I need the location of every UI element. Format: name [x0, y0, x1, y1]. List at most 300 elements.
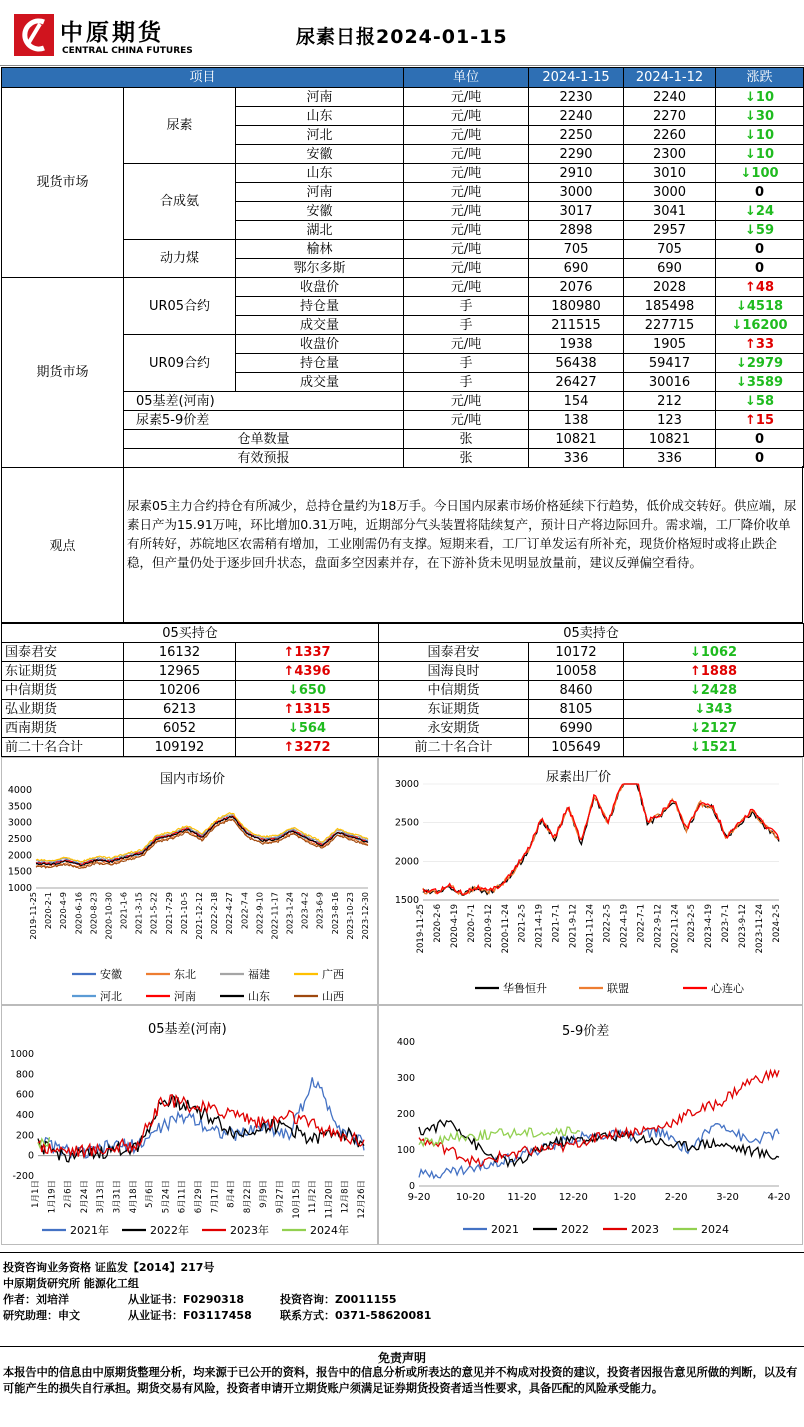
x-tick-label: 2022-4-19 [619, 904, 630, 948]
x-tick-label: 2022-7-1 [636, 904, 647, 943]
cell-change: 0 [716, 430, 804, 449]
legend-label: 2022 [561, 1223, 589, 1236]
x-tick-label: 2022-9-10 [254, 892, 265, 935]
cell-value-previous: 336 [624, 449, 716, 468]
legend-label: 2024年 [310, 1224, 349, 1237]
x-tick-label: 2019-11-25 [416, 904, 426, 954]
cell-unit: 元/吨 [404, 392, 529, 411]
group-ur09: UR09合约 [124, 335, 236, 392]
y-tick-label: 3500 [7, 801, 32, 813]
y-tick-label: 2500 [7, 834, 32, 845]
col-header-change: 涨跌 [716, 68, 804, 88]
cell-value-current: 705 [529, 240, 624, 259]
col-header-unit: 单位 [404, 68, 529, 88]
chart-title: 国内市场价 [160, 772, 226, 787]
cell-change: ↓2979 [716, 354, 804, 373]
report-header [0, 0, 804, 66]
x-tick-label: 2020-11-24 [500, 904, 511, 954]
cell-value-previous: 123 [624, 411, 716, 430]
x-tick-label: 1-20 [613, 1192, 637, 1203]
legend-label: 福建 [248, 968, 270, 981]
cell-value-current: 2910 [529, 164, 624, 183]
observation-section [1, 466, 803, 623]
section-label-fut: 期货市场 [2, 278, 124, 468]
legend-label: 2024 [701, 1223, 729, 1236]
cell-value-previous: 2300 [624, 145, 716, 164]
x-tick-label: 2月6日 [63, 1180, 74, 1208]
x-tick-label: 2021-1-6 [118, 892, 129, 930]
footer-contact: 联系方式：0371-58620081 [280, 1309, 432, 1322]
y-tick-label: 2000 [394, 856, 419, 868]
x-tick-label: 2020-8-23 [88, 892, 99, 935]
y-tick-label: 200 [396, 1109, 415, 1120]
series-line-2 [419, 1070, 779, 1166]
legend-label: 安徽 [100, 968, 122, 981]
cell-value-previous: 3010 [624, 164, 716, 183]
col-header-item: 项目 [2, 68, 404, 88]
table-header-row [2, 68, 804, 88]
x-tick-label: 4-20 [767, 1192, 791, 1203]
row-sub-label: 有效预报 [124, 449, 404, 468]
x-tick-label: 2020-2-6 [432, 904, 443, 943]
cell-value-current: 1938 [529, 335, 624, 354]
cell-value-current: 3000 [529, 183, 624, 202]
cell-change: ↓10 [716, 88, 804, 107]
footer [0, 1252, 804, 1427]
x-tick-label: 2022-2-18 [209, 892, 220, 935]
cell-unit: 元/吨 [404, 183, 529, 202]
buy-position-change: ↓650 [236, 681, 379, 700]
x-tick-label: 2021-7-29 [163, 892, 174, 935]
sell-positions-title: 05卖持仓 [379, 624, 804, 643]
col-header-date2: 2024-1-12 [624, 68, 716, 88]
x-tick-label: 2022-2-5 [602, 904, 613, 943]
footer-author-consult: 投资咨询：Z0011155 [280, 1293, 397, 1306]
row-sub-label: 湖北 [236, 221, 404, 240]
row-sub-label: 持仓量 [236, 297, 404, 316]
position-row [2, 662, 804, 681]
x-tick-label: 2023-9-12 [738, 904, 749, 948]
chart-domestic-price [1, 757, 378, 1005]
series-line-0 [419, 1124, 779, 1178]
cell-value-current: 2250 [529, 126, 624, 145]
x-tick-label: 2021-7-1 [551, 904, 562, 943]
buy-position-value: 10206 [124, 681, 236, 700]
x-tick-label: 11月2日 [308, 1180, 319, 1214]
cell-value-current: 154 [529, 392, 624, 411]
x-tick-label: 2023-4-2 [299, 892, 310, 930]
buy-position-change: ↑3272 [236, 738, 379, 757]
x-tick-label: 12-20 [558, 1192, 588, 1203]
position-row [2, 738, 804, 757]
cell-value-previous: 1905 [624, 335, 716, 354]
x-tick-label: 2022-4-27 [224, 892, 235, 935]
buy-position-change: ↑1315 [236, 700, 379, 719]
x-tick-label: 2021-10-5 [178, 892, 189, 935]
disclaimer-text: 本报告中的信息由中原期货整理分析，均来源于已公开的资料，报告中的信息分析或所表达的意见并不构成对投资的建议，投资者因报告意见所做的判断，以及有可能产生的损失自行承担。期货交易有风险，投资者申请开立期货账户须满足证券期货投资者适当性要求，具备匹配的风险承受能力。 [3, 1366, 798, 1395]
row-sub-label: 山东 [236, 164, 404, 183]
table-row [2, 278, 804, 297]
cell-unit: 元/吨 [404, 164, 529, 183]
position-row [2, 719, 804, 738]
cell-unit: 手 [404, 316, 529, 335]
cell-unit: 元/吨 [404, 259, 529, 278]
y-tick-label: 0 [408, 1181, 415, 1192]
footer-author-cert: 从业证书：F0290318 [128, 1293, 245, 1306]
buy-broker-name: 弘业期货 [2, 700, 124, 719]
cell-value-previous: 3041 [624, 202, 716, 221]
sell-broker-name: 国海良时 [379, 662, 529, 681]
cell-change: 0 [716, 183, 804, 202]
cell-unit: 手 [404, 373, 529, 392]
x-tick-label: 2021-5-22 [148, 892, 159, 935]
cell-change: ↓10 [716, 145, 804, 164]
cell-change: ↓16200 [716, 316, 804, 335]
cell-change: ↓100 [716, 164, 804, 183]
x-tick-label: 2022-7-4 [239, 892, 250, 930]
footer-assistant-cert: 从业证书：F03117458 [128, 1309, 252, 1322]
section-label-spot: 现货市场 [2, 88, 124, 278]
sell-position-change: ↓1521 [624, 738, 804, 757]
y-tick-label: 4000 [7, 785, 32, 796]
chart-title: 05基差(河南) [148, 1022, 227, 1037]
row-sub-label: 榆林 [236, 240, 404, 259]
x-tick-label: 2023-4-19 [704, 904, 715, 948]
y-tick-label: 300 [396, 1073, 415, 1084]
col-header-date1: 2024-1-15 [529, 68, 624, 88]
x-tick-label: 2022-9-12 [653, 904, 664, 948]
buy-position-value: 109192 [124, 738, 236, 757]
x-tick-label: 8月22日 [242, 1180, 253, 1214]
cell-value-previous: 3000 [624, 183, 716, 202]
cell-unit: 张 [404, 430, 529, 449]
group-ammonia: 合成氨 [124, 164, 236, 240]
cell-value-current: 2230 [529, 88, 624, 107]
x-tick-label: 2021-3-15 [133, 892, 144, 935]
legend-label: 河北 [100, 990, 122, 1003]
buy-position-value: 6052 [124, 719, 236, 738]
legend-label: 山东 [248, 990, 270, 1003]
cell-value-previous: 227715 [624, 316, 716, 335]
x-tick-label: 2023-6-9 [314, 892, 325, 930]
series-line-0 [423, 784, 779, 895]
x-tick-label: 1月1日 [31, 1180, 41, 1208]
x-tick-label: 2023-7-1 [721, 904, 732, 943]
x-tick-label: 10月15日 [291, 1180, 302, 1219]
sell-broker-name: 永安期货 [379, 719, 529, 738]
x-tick-label: 2020-2-1 [43, 892, 54, 930]
company-name-cn: 中原期货 [60, 20, 164, 46]
row-sub-label: 鄂尔多斯 [236, 259, 404, 278]
sell-position-change: ↓1062 [624, 643, 804, 662]
series-line-2 [423, 784, 779, 895]
row-sub-label: 收盘价 [236, 278, 404, 297]
x-tick-label: 2020-9-12 [483, 904, 494, 948]
cell-value-current: 2290 [529, 145, 624, 164]
cell-value-previous: 2957 [624, 221, 716, 240]
x-tick-label: 9月27日 [275, 1180, 286, 1214]
x-tick-label: 2月24日 [79, 1180, 90, 1214]
x-tick-label: 2021-9-12 [568, 904, 579, 948]
sell-broker-name: 中信期货 [379, 681, 529, 700]
x-tick-label: 6月11日 [177, 1180, 188, 1214]
cell-unit: 元/吨 [404, 221, 529, 240]
row-sub-label: 成交量 [236, 316, 404, 335]
cell-value-current: 2898 [529, 221, 624, 240]
row-sub-label: 山东 [236, 107, 404, 126]
row-sub-label: 仓单数量 [124, 430, 404, 449]
row-sub-label: 河南 [236, 183, 404, 202]
position-row [2, 700, 804, 719]
chart-svg [2, 1006, 379, 1246]
x-tick-label: 3月31日 [112, 1180, 123, 1214]
y-tick-label: 3000 [394, 779, 419, 790]
x-tick-label: 7月17日 [210, 1180, 221, 1214]
cell-value-current: 26427 [529, 373, 624, 392]
cell-change: ↓4518 [716, 297, 804, 316]
cell-value-previous: 185498 [624, 297, 716, 316]
buy-broker-name: 前二十名合计 [2, 738, 124, 757]
cell-value-previous: 705 [624, 240, 716, 259]
x-tick-label: 9月9日 [259, 1180, 270, 1208]
cell-change: ↓59 [716, 221, 804, 240]
cell-value-current: 211515 [529, 316, 624, 335]
x-tick-label: 2021-12-12 [194, 892, 204, 940]
table-row [2, 88, 804, 107]
sell-position-change: ↓2127 [624, 719, 804, 738]
position-row [2, 643, 804, 662]
row-sub-label: 河南 [236, 88, 404, 107]
cell-change: ↓30 [716, 107, 804, 126]
legend-label: 联盟 [607, 982, 629, 995]
buy-position-change: ↑4396 [236, 662, 379, 681]
legend-label: 广西 [322, 968, 344, 981]
cell-change: ↓10 [716, 126, 804, 145]
series-line-1 [423, 784, 779, 895]
legend-label: 东北 [174, 968, 196, 981]
buy-broker-name: 中信期货 [2, 681, 124, 700]
buy-position-value: 16132 [124, 643, 236, 662]
x-tick-label: 9-20 [407, 1192, 431, 1203]
buy-position-value: 6213 [124, 700, 236, 719]
cell-unit: 元/吨 [404, 145, 529, 164]
legend-label: 2021 [491, 1223, 519, 1236]
group-ur05: UR05合约 [124, 278, 236, 335]
footer-institute: 中原期货研究所 能源化工组 [3, 1277, 139, 1290]
buy-broker-name: 西南期货 [2, 719, 124, 738]
buy-position-change: ↓564 [236, 719, 379, 738]
cell-value-current: 56438 [529, 354, 624, 373]
sell-broker-name: 国泰君安 [379, 643, 529, 662]
cell-unit: 张 [404, 449, 529, 468]
y-tick-label: 400 [396, 1037, 415, 1048]
legend-label: 华鲁恒升 [503, 982, 547, 995]
sell-position-value: 8105 [529, 700, 624, 719]
cell-change: 0 [716, 449, 804, 468]
cell-unit: 元/吨 [404, 240, 529, 259]
x-tick-label: 11-20 [507, 1192, 537, 1203]
group-coal: 动力煤 [124, 240, 236, 278]
cell-change: ↑15 [716, 411, 804, 430]
chart-svg [2, 758, 379, 1006]
cell-value-current: 3017 [529, 202, 624, 221]
cell-change: ↑33 [716, 335, 804, 354]
buy-broker-name: 东证期货 [2, 662, 124, 681]
x-tick-label: 2022-11-24 [670, 904, 681, 954]
footer-author: 作者：刘培洋 [3, 1293, 69, 1306]
y-tick-label: 2000 [7, 850, 32, 862]
y-tick-label: 1500 [394, 895, 419, 906]
company-name-en: CENTRAL CHINA FUTURES [62, 46, 193, 56]
cell-value-previous: 212 [624, 392, 716, 411]
sell-position-value: 10172 [529, 643, 624, 662]
sell-position-change: ↓2428 [624, 681, 804, 700]
chart-svg [379, 758, 804, 1006]
x-tick-label: 2021-2-5 [517, 904, 528, 943]
x-tick-label: 3月13日 [96, 1180, 107, 1214]
y-tick-label: 800 [15, 1069, 34, 1081]
sell-position-value: 10058 [529, 662, 624, 681]
cell-value-previous: 2270 [624, 107, 716, 126]
positions-title-row [2, 624, 804, 643]
cell-value-current: 336 [529, 449, 624, 468]
cell-change: ↓58 [716, 392, 804, 411]
series-line-1 [38, 1095, 364, 1161]
cell-value-current: 2076 [529, 278, 624, 297]
cell-unit: 元/吨 [404, 411, 529, 430]
row-sub-label: 持仓量 [236, 354, 404, 373]
cell-change: ↓3589 [716, 373, 804, 392]
sell-position-value: 105649 [529, 738, 624, 757]
cell-value-previous: 30016 [624, 373, 716, 392]
observation-label: 观点 [2, 466, 124, 622]
x-tick-label: 2023-2-5 [687, 904, 698, 943]
x-tick-label: 2020-10-30 [103, 892, 114, 940]
row-sub-label: 收盘价 [236, 335, 404, 354]
chart-title: 5-9价差 [562, 1024, 610, 1039]
cell-value-current: 2240 [529, 107, 624, 126]
cell-unit: 手 [404, 354, 529, 373]
chart-title: 尿素出厂价 [546, 770, 612, 785]
row-sub-label: 河北 [236, 126, 404, 145]
cell-value-current: 690 [529, 259, 624, 278]
x-tick-label: 2020-7-1 [466, 904, 477, 943]
x-tick-label: 3-20 [716, 1192, 739, 1203]
y-tick-label: 100 [396, 1145, 415, 1156]
cell-unit: 元/吨 [404, 278, 529, 297]
x-tick-label: 5月24日 [161, 1180, 172, 1214]
cell-value-previous: 2240 [624, 88, 716, 107]
cell-value-previous: 2028 [624, 278, 716, 297]
row-sub-label: 尿素5-9价差 [124, 411, 404, 430]
legend-label: 2023年 [230, 1224, 269, 1237]
y-tick-label: 2500 [394, 817, 419, 829]
x-tick-label: 2022-11-17 [269, 892, 280, 940]
company-logo-mark [14, 14, 54, 56]
y-tick-label: 0 [27, 1150, 34, 1162]
x-tick-label: 2023-11-24 [755, 904, 766, 954]
y-tick-label: 3000 [7, 817, 32, 829]
cell-unit: 元/吨 [404, 107, 529, 126]
x-tick-label: 4月18日 [128, 1180, 139, 1214]
row-sub-label: 安徽 [236, 145, 404, 164]
legend-label: 2023 [631, 1223, 659, 1236]
x-tick-label: 2-20 [664, 1192, 688, 1203]
x-tick-label: 2020-4-9 [58, 892, 69, 930]
cell-change: 0 [716, 240, 804, 259]
group-urea: 尿素 [124, 88, 236, 164]
series-line-2 [38, 1095, 364, 1158]
y-tick-label: -200 [12, 1171, 34, 1182]
cell-unit: 元/吨 [404, 88, 529, 107]
x-tick-label: 2020-4-19 [449, 904, 460, 948]
sell-position-value: 6990 [529, 719, 624, 738]
cell-unit: 手 [404, 297, 529, 316]
disclaimer-title: 免责声明 [0, 1346, 804, 1366]
y-tick-label: 600 [15, 1089, 34, 1101]
legend-label: 山西 [322, 990, 344, 1003]
x-tick-label: 2024-2-5 [772, 904, 782, 943]
legend-label: 2021年 [70, 1224, 109, 1237]
legend-label: 河南 [174, 990, 196, 1003]
cell-value-previous: 690 [624, 259, 716, 278]
row-sub-label: 安徽 [236, 202, 404, 221]
x-tick-label: 2021-11-24 [585, 904, 596, 954]
x-tick-label: 10-20 [455, 1192, 485, 1203]
row-sub-label: 成交量 [236, 373, 404, 392]
x-tick-label: 2021-4-19 [534, 904, 545, 948]
x-tick-label: 5月6日 [145, 1180, 156, 1208]
market-data-table [1, 67, 804, 468]
x-tick-label: 2023-1-24 [284, 892, 295, 935]
x-tick-label: 12月26日 [357, 1180, 367, 1219]
sell-position-change: ↑1888 [624, 662, 804, 681]
buy-position-change: ↑1337 [236, 643, 379, 662]
y-tick-label: 200 [15, 1130, 34, 1142]
cell-unit: 元/吨 [404, 126, 529, 145]
position-row [2, 681, 804, 700]
cell-value-previous: 10821 [624, 430, 716, 449]
cell-change: 0 [716, 259, 804, 278]
x-tick-label: 6月29日 [194, 1180, 204, 1214]
footer-assistant: 研究助理：申文 [3, 1309, 80, 1322]
sell-broker-name: 前二十名合计 [379, 738, 529, 757]
cell-value-previous: 59417 [624, 354, 716, 373]
x-tick-label: 2023-8-16 [329, 892, 340, 935]
x-tick-label: 2019-11-25 [28, 892, 38, 940]
x-tick-label: 8月4日 [226, 1180, 237, 1208]
cell-change: ↑48 [716, 278, 804, 297]
cell-value-current: 180980 [529, 297, 624, 316]
x-tick-label: 11月20日 [324, 1180, 335, 1219]
buy-broker-name: 国泰君安 [2, 643, 124, 662]
y-tick-label: 1000 [7, 883, 32, 894]
x-tick-label: 2023-12-30 [360, 892, 370, 940]
legend-label: 心连心 [711, 982, 744, 995]
x-tick-label: 2023-10-23 [344, 892, 355, 940]
cell-value-previous: 2260 [624, 126, 716, 145]
y-tick-label: 1000 [9, 1049, 34, 1060]
x-tick-label: 12月8日 [340, 1180, 351, 1214]
cell-change: ↓24 [716, 202, 804, 221]
observation-text: 尿素05主力合约持仓有所减少，总持仓量约为18万手。今日国内尿素市场价格延续下行趋势，低价成交转好。供应端，尿素日产为15.91万吨，环比增加0.31万吨，近期部分气头装置将陆续复产，预计日产将边际回升。需求端，工厂降价收单有所转好，苏皖地区农需稍有增加，工业刚需仍有支撑。短期来看，工厂订单发运有所补充，现货价格短时或将止跌企稳，但产量仍处于逐步回升状态，盘面多空因素并存，在下游补货未见明显放量前，建议反弹偏空看待。 [127, 498, 797, 570]
buy-positions-title: 05买持仓 [2, 624, 379, 643]
footer-qualification: 投资咨询业务资格 证监发【2014】217号 [3, 1261, 215, 1274]
cell-value-current: 10821 [529, 430, 624, 449]
buy-position-value: 12965 [124, 662, 236, 681]
cell-value-current: 138 [529, 411, 624, 430]
report-title: 尿素日报2024-01-15 [296, 26, 508, 48]
